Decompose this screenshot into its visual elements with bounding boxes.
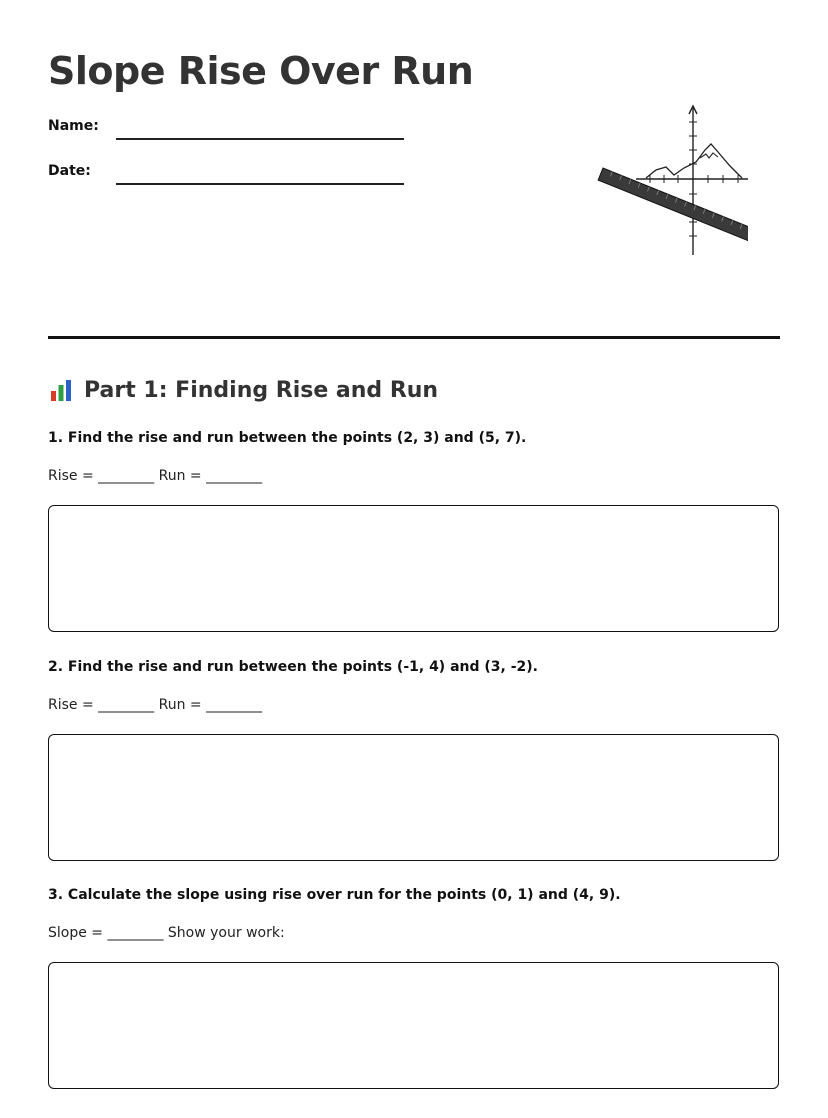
part1-heading	[48, 374, 438, 406]
question-2-answer-line: Rise = ________ Run = ________	[48, 697, 263, 713]
section-divider	[48, 336, 780, 339]
date-field	[48, 161, 408, 185]
question-2-work-box[interactable]	[48, 734, 779, 861]
bar-chart-icon	[48, 377, 74, 403]
worksheet-page	[48, 0, 780, 1118]
graph-with-ruler-and-mountain-icon	[548, 100, 748, 260]
question-2	[48, 657, 780, 713]
question-1-text: 1. Find the rise and run between the points (2, 3) and (5, 7).	[48, 430, 527, 446]
mountain-outline	[646, 144, 742, 178]
name-blank-line	[116, 138, 404, 140]
question-1-work-box[interactable]	[48, 505, 779, 632]
question-1-answer-line: Rise = ________ Run = ________	[48, 468, 263, 484]
name-label: Name:	[48, 118, 99, 134]
part1-title: Part 1: Finding Rise and Run	[84, 377, 439, 403]
question-2-text: 2. Find the rise and run between the points (-1, 4) and (3, -2).	[48, 659, 538, 675]
question-3-answer-line: Slope = ________ Show your work:	[48, 925, 285, 941]
date-blank-line	[116, 183, 404, 185]
question-3-work-box[interactable]	[48, 962, 779, 1089]
question-3	[48, 885, 780, 941]
question-1	[48, 428, 780, 484]
name-field	[48, 116, 408, 140]
ruler-icon	[598, 168, 748, 251]
date-label: Date:	[48, 163, 91, 179]
page-title: Slope Rise Over Run	[48, 49, 474, 93]
question-3-text: 3. Calculate the slope using rise over run for the points (0, 1) and (4, 9).	[48, 887, 621, 903]
